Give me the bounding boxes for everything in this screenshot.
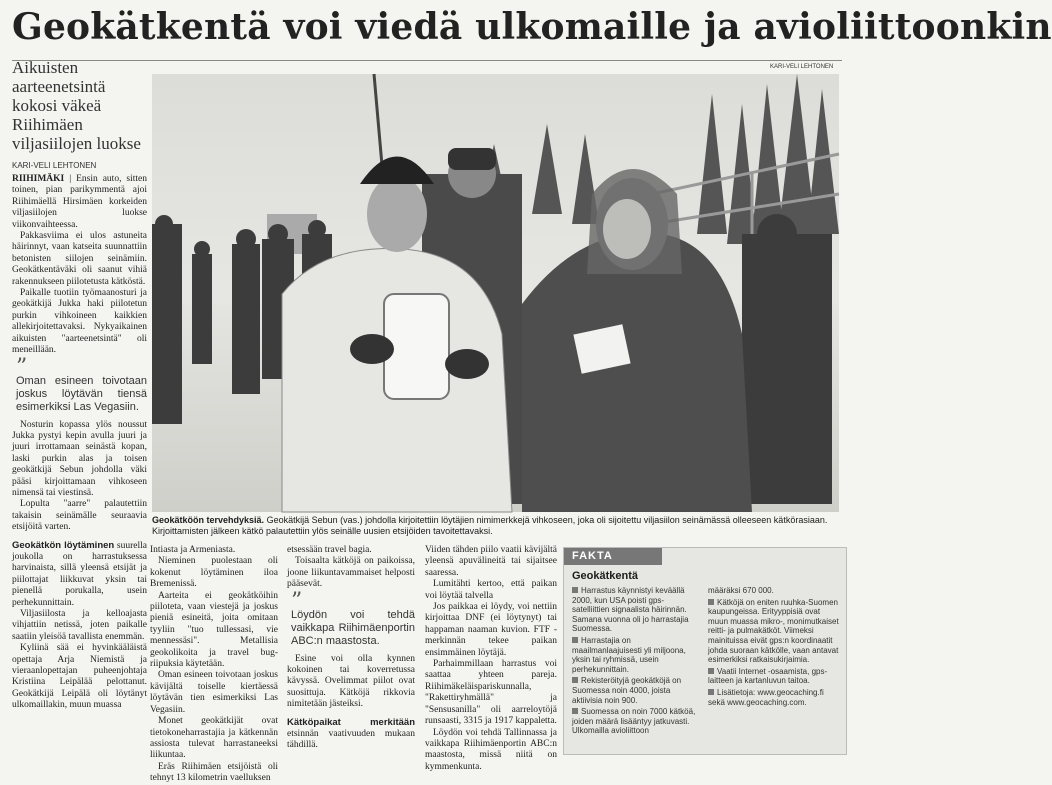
fakta-box xyxy=(563,547,847,755)
column-2 xyxy=(150,545,278,785)
fakta-item: Lisätietoja: www.geocaching.fi sekä www.geocaching.com. xyxy=(708,687,824,707)
fakta-item: määräksi 670 000. xyxy=(708,586,774,595)
byline: KARI-VELI LEHTONEN xyxy=(12,161,97,170)
paragraph: Esine voi olla kynnen kokoinen tai koverretussa kävyssä. Ovelimmat piilot ovat suosittuja. Kätköjä rikkovia nimitetään jästeiksi. xyxy=(287,653,415,710)
column-3: etsessään travel bagia. Toisaalta kätköjä on paikoissa, joone liikuntavammaiset helposti pääsevät. ” Löydön voi tehdä vaikkapa Riihimäenportin ABC:n maastosta. Esine voi olla kynnen kokoinen tai koverretussa kävyssä. Ovelimmat piilot ovat suosittuja. Kätköjä rikkovia nimitetään jästeiksi. Kätköpaikat merkitään etsinnän vaativuuden mukaan tähdillä. xyxy=(287,545,415,751)
paragraph: Toisaalta kätköjä on paikoissa, joone liikuntavammaiset helposti pääsevät. xyxy=(287,556,415,590)
bullet-icon xyxy=(572,637,578,643)
fakta-item: Kätköjä on eniten ruuhka-Suomen kaupungeissa. Erityyppisiä ovat muun muassa mikro-, monimutkaiset reitti- ja pulmakätköt. Viimeksi mainituissa eivät gps:n koordinaatit johda suoraan kätkölle, vaan antavat esimerkiksi ratkaisukirjaimia. xyxy=(708,597,839,665)
paragraph: Viiden tähden piilo vaatii kävijältä yleensä apuvälineitä tai sijaitsee saaressa. xyxy=(425,545,557,578)
fakta-item: Vaatii Internet -osaamista, gps-laitteen ja kartanluvun taitoa. xyxy=(708,666,828,686)
paragraph: Viljasiilosta ja kelloajasta vihjattiin netissä, joten paikalle saatiin yleisöä tavallista enemmän. xyxy=(12,609,147,642)
paragraph: Nosturin kopassa ylös noussut Jukka pystyi kepin avulla juuri ja juuri irrottamaan seinästä kopan, laski purkin alas ja toisen geokätkijä Sebun johdolla väki pääsi kirjoittamaan vihkoseen nimensä tai viestinsä. xyxy=(12,419,147,498)
column-4 xyxy=(425,545,557,773)
bullet-icon xyxy=(708,599,714,605)
paragraph: Löydön voi tehdä Tallinnassa ja vaikkapa Riihimäenportin ABC:n maastosta, missä niitä on kymmenkunta. xyxy=(425,727,557,772)
fakta-item: Harrastus käynnistyi keväällä 2000, kun USA poisti gps-satelliittien signaalista häirinnän. Samana vuonna oli jo harrastajia Suomessa. xyxy=(572,586,689,634)
paragraph: Lopulta "aarre" palautettiin takaisin seinämälle seuraavia etsijöitä varten. xyxy=(12,499,147,533)
paragraph: Ensin auto, sitten toinen, pian parikymmentä ajoi Riihimäellä Hirsimäen korkeiden viljasiilojen luokse viikonvaihteessa. xyxy=(12,174,147,230)
fakta-item: Suomessa on noin 7000 kätköä, joiden määrä lisääntyy jatkuvasti. Ulkomailla avioliittoon xyxy=(572,707,696,736)
bullet-icon xyxy=(572,587,578,593)
paragraph: Nieminen puolestaan oli kokenut löytäminen iloa Bremenissä. xyxy=(150,556,278,590)
paragraph: Parhaimmillaan harrastus voi saattaa yhteen pareja. Riihimäkeläispariskunnalla, "Rakettiryhmällä" ja "Sensusanilla" oli aarreloytöjä runsaasti, 3315 ja 1917 kappaletta. xyxy=(425,659,557,727)
paragraph: Jos paikkaa ei löydy, voi nettiin kirjoittaa DNF (ei löytynyt) tai happaman naaman kuvion. FTF -merkinnän tekee paikan ensimmäinen löytäjä. xyxy=(425,602,557,658)
subheading: Kätköpaikat merkitään xyxy=(287,716,415,728)
fakta-item: Rekisteröityjä geokätköjä on Suomessa noin 4000, joista aktiivisia noin 900. xyxy=(572,676,682,705)
bullet-icon xyxy=(572,708,578,714)
fakta-left-column xyxy=(572,586,700,738)
paragraph: Monet geokätkijät ovat tietokoneharrastajia ja kätkennän assiosta tulevat harrastaneeksi liikuntaa. xyxy=(150,716,278,761)
fakta-tab: FAKTA xyxy=(564,548,662,565)
fakta-title: Geokätkentä xyxy=(572,570,639,582)
quote-icon: ” xyxy=(16,354,28,380)
paragraph: Eräs Riihimäen etsijöistä oli tehnyt 13 kilometrin vaelluksen xyxy=(150,761,278,784)
paragraph: Kyliinä sää ei hyvinkääläistä opettaja Arja Niemistä ja vieraanlopettajan puheenjohtaja Kristiina Leipälää pelottanut. Geokätkijä Leipälä oli löytänyt ulkomaillakin, muun muassa xyxy=(12,643,147,711)
bullet-icon xyxy=(708,689,714,695)
paragraph: Intiasta ja Armeniasta. xyxy=(150,545,236,555)
quote-icon: ” xyxy=(291,588,303,614)
photo-credit: KARI-VELI LEHTONEN xyxy=(770,64,834,70)
bullet-icon xyxy=(708,668,714,674)
headline: Geokätkentä voi viedä ulkomaille ja avioliittoonkin xyxy=(12,6,1052,48)
paragraph: Paikalle tuotiin työmaanosturi ja geokätkijä Jukka haki piilotetun purkin vihkoineen kaikkien allekirjoitettavaksi. Nykyaikainen aikuisten "aarteenetsintä" oli meneillään. xyxy=(12,288,147,356)
pull-quote: ” Oman esineen toivotaan joskus löytävän tiensä esimerkiksi Las Vegasiin. xyxy=(16,354,147,413)
photo-caption xyxy=(152,515,842,536)
photo-geocachers xyxy=(152,74,839,512)
subheading: Geokätkön löytäminen xyxy=(12,539,115,551)
caption-lead: Geokätköön tervehdyksiä. xyxy=(152,515,265,525)
paragraph: etsessään travel bagia. xyxy=(287,545,372,555)
paragraph: Pakkasviima ei ulos astuneita häirinnyt, vaan katseita suunnattiin betonisten siilojen seinämiin. Geokätkentäväki oli saanut vihiä rakennukseen piilotetusta kätköstä. xyxy=(12,231,147,287)
fakta-item: Harrastajia on maailmanlaajuisesti yli miljoona, yksin tai ryhmissä, usein perhekunnittain. xyxy=(572,635,686,674)
news-photo xyxy=(152,74,839,512)
bullet-icon xyxy=(572,677,578,683)
fakta-right-column xyxy=(708,586,840,709)
pull-quote: ” Löydön voi tehdä vaikkapa Riihimäenportin ABC:n maastosta. xyxy=(291,588,415,647)
deck: Aikuisten aarteenetsintä kokosi väkeä Riihimäen viljasiilojen luokse xyxy=(12,58,141,153)
paragraph: Lumitähti kertoo, että paikan voi löytää talvella xyxy=(425,579,557,601)
column-1: RIIHIMÄKI | Ensin auto, sitten toinen, pian parikymmentä ajoi Riihimäellä Hirsimäen korkeiden viljasiilojen luokse viikonvaihteessa. Pakkasviima ei ulos astuneita häirinnyt, vaan katseita suunnattiin betonisten siilojen seinämiin. Geokätkentäväki oli saanut vihiä rakennukseen piilotetusta kätköstä. Paikalle tuotiin työmaanosturi ja geokätkijä Jukka haki piilotetun purkin vihkoineen kaikkien allekirjoitettavaksi. Nykyaikainen aikuisten "aarteenetsintä" oli meneillään. ” Oman esineen toivotaan joskus löytävän tiensä esimerkiksi Las Vegasiin. Nosturin kopassa ylös noussut Jukka pystyi kepin avulla juuri ja juuri irrottamaan seinästä kopan, laski purkin alas ja toisen geokätkijä Sebun johdolla väki pääsi kirjoittamaan vihkoseen nimensä tai viestinsä. Lopulta "aarre" palautettiin takaisin seinämälle seuraavia etsijöitä varten. Geokätkön löytäminen suurella joukolla on harrastuksessa harvinaista, sillä yleensä etsijät ja piilottajat liikkuvat yksin tai pienellä porukalla, usein perhekunnittain. Viljasiilosta ja kelloajasta vihjattiin netissä, joten paikalle saatiin yleisöä tavallista enemmän. Kyliinä sää ei hyvinkääläistä opettaja Arja Niemistä ja vieraanlopettajan puheenjohtaja Kristiina Leipälää pelottanut. Geokätkijä Leipälä oli löytänyt ulkomaillakin, muun muassa xyxy=(12,174,147,711)
paragraph: Oman esineen toivotaan joskus kävijältä toiselle kiertäessä löytävän tien esimerkiksi Las Vegasiin. xyxy=(150,670,278,715)
paragraph: Aarteita ei geokätköihin piiloteta, vaan viestejä ja joskus pieniä esineitä, joita omitaan tyyliin "tuo tullessasi, vie mennessäsi". Metallisia geokolikoita ja travel bug-riipuksia käytetään. xyxy=(150,590,278,670)
caption-text: Geokätkijä Sebun (vas.) johdolla kirjoitettiin löytäjien nimimerkkejä vihkoseen, joka oli sijoitettu viljasiilon seinämässä olleeseen kätkörasiaan. Kirjoittamisten jälkeen kätkö palautettiin ylös seinälle uusien etsijöiden tavoitettavaksi. xyxy=(152,515,828,536)
dateline: RIIHIMÄKI xyxy=(12,174,65,184)
